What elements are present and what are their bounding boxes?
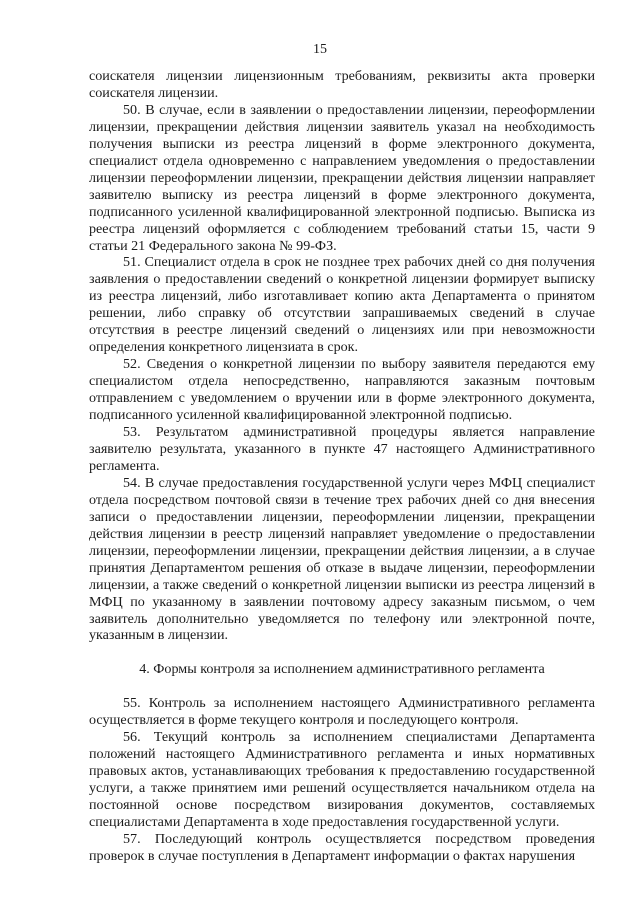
paragraph-50: 50. В случае, если в заявлении о предоставлении лицензии, переоформлении лицензии, прекращении действия лицензии заявитель указал на необходимость получения выписки из реестра лицензий в форме электронного документа, специалист отдела одновременно с направлением уведомления о предоставлении лицензии переоформлении лицензии, прекращении действия лицензии направляет заявителю выписку из реестра лицензий в форме электронного документа, подписанного усиленной квалифицированной электронной подписью. Выписка из реестра лицензий оформляется с соблюдением требований статьи 15, части 9 статьи 21 Федерального закона № 99-ФЗ. [89,101,595,254]
paragraph-54: 54. В случае предоставления государственной услуги через МФЦ специалист отдела посредством почтовой связи в течение трех рабочих дней со дня внесения записи о предоставлении лицензии, переоформлении лицензии, прекращении действия лицензии в реестр лицензий направляет уведомление о предоставлении лицензии, переоформлении лицензии, прекращении действия лицензии, а в случае принятия Департаментом решения об отказе в выдаче лицензии, переоформлении лицензии, а также сведений о конкретной лицензии выписки из реестра лицензий в МФЦ по указанному в заявлении почтовому адресу заказным письмом, о чем заявитель дополнительно уведомляется по телефону или электронной почте, указанным в лицензии. [89,474,595,644]
paragraph-57: 57. Последующий контроль осуществляется посредством проведения проверок в случае поступления в Департамент информации о фактах нарушения [89,830,595,864]
page-number: 15 [313,42,327,57]
paragraph-51: 51. Специалист отдела в срок не позднее трех рабочих дней со дня получения заявления о предоставлении сведений о конкретной лицензии формирует выписку из реестра лицензий, либо изготавливает копию акта Департамента о принятом решении, либо справку об отсутствии запрашиваемых сведений в случае отсутствия в реестре лицензий сведений о лицензиях или при невозможности определения конкретного лицензиата в срок. [89,254,595,356]
paragraph-52: 52. Сведения о конкретной лицензии по выбору заявителя передаются ему специалистом отдела непосредственно, направляются заказным почтовым отправлением с уведомлением о вручении или в форме электронного документа, подписанного усиленной квалифицированной электронной подписью. [89,356,595,424]
paragraph-continuation: соискателя лицензии лицензионным требованиям, реквизиты акта проверки соискателя лицензии. [89,68,595,101]
paragraph-53: 53. Результатом административной процедуры является направление заявителю результата, указанного в пункте 47 настоящего Административного регламента. [89,424,595,474]
paragraph-55: 55. Контроль за исполнением настоящего Административного регламента осуществляется в форме текущего контроля и последующего контроля. [89,695,595,729]
page-body [89,68,595,865]
paragraph-56: 56. Текущий контроль за исполнением специалистами Департамента положений настоящего Административного регламента и иных нормативных правовых актов, устанавливающих требования к предоставлению государственной услуги, а также принятием ими решений осуществляется начальником отдела на постоянной основе посредством визирования документов, составляемых специалистами Департамента в ходе предоставления государственной услуги. [89,729,595,831]
section-heading: 4. Формы контроля за исполнением административного регламента [139,661,545,678]
